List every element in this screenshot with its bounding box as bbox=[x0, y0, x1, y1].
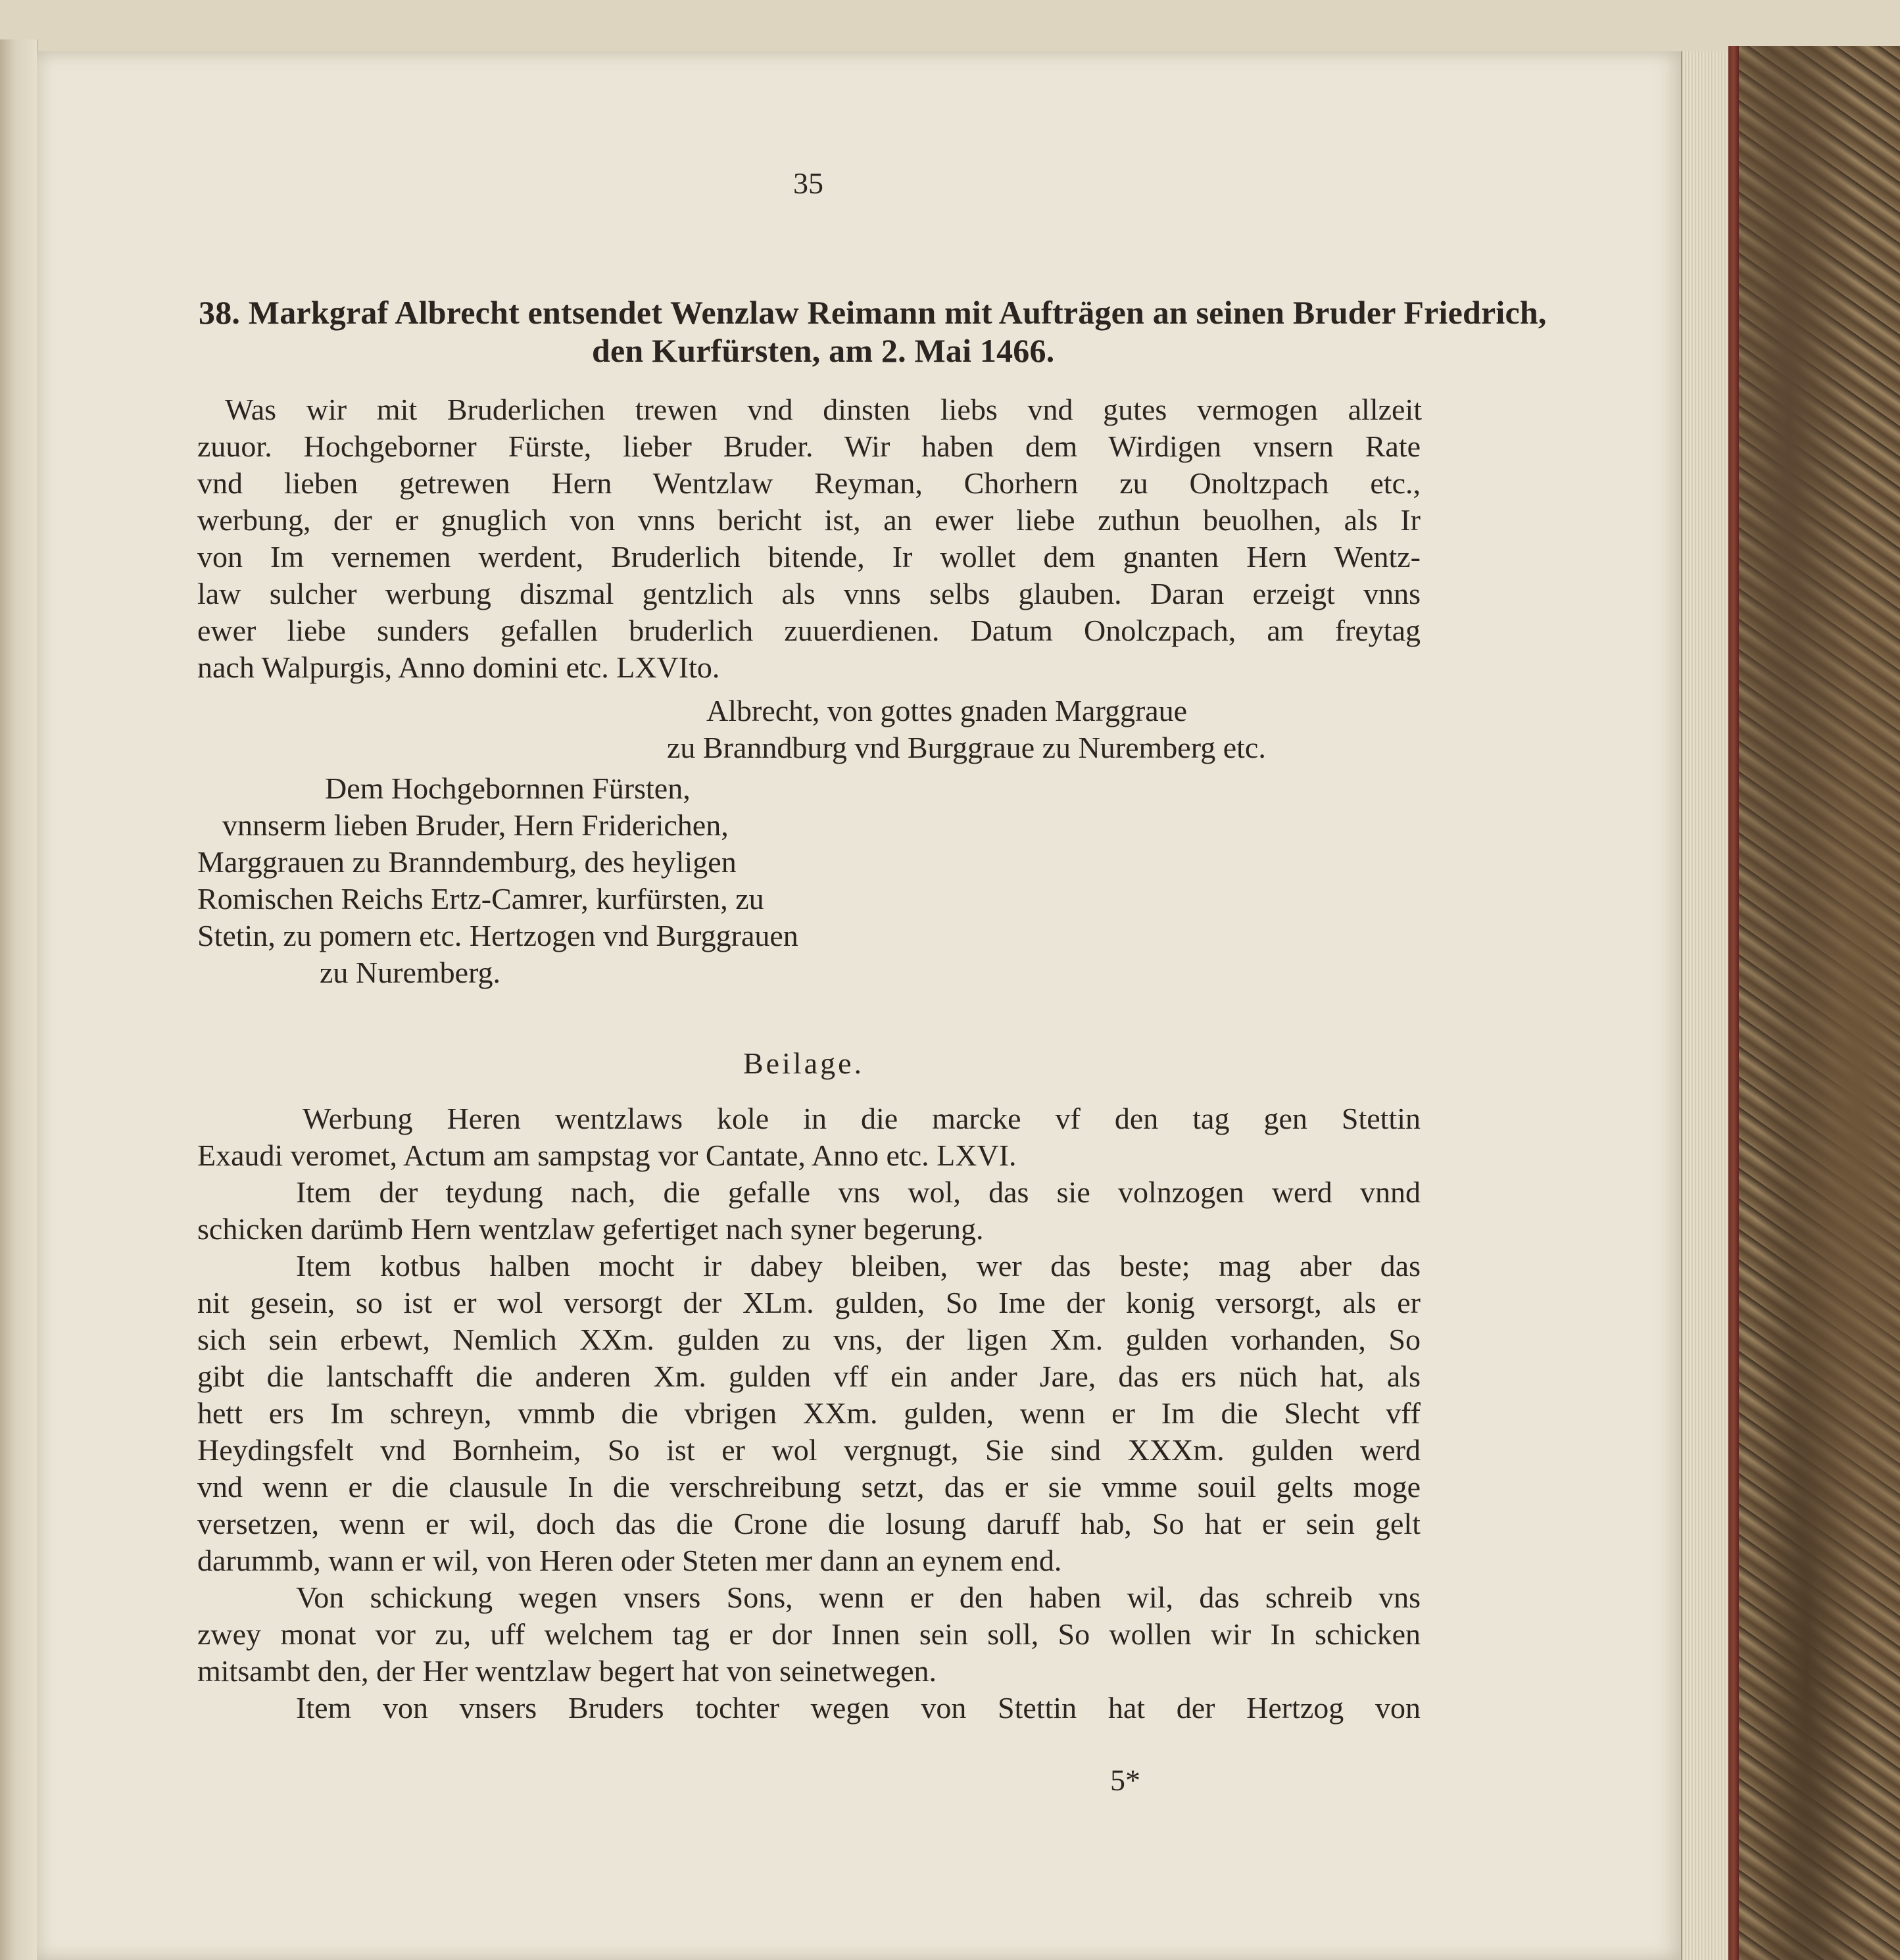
letter-line: werbung, der er gnuglich von vnns bericht ist, an ewer liebe zuthun beuolhen, als Ir bbox=[197, 503, 1421, 537]
beilage-line: mitsambt den, der Her wentzlaw begert hat von seinetwegen. bbox=[197, 1654, 937, 1688]
beilage-line: vnd wenn er die clausule In die verschreibung setzt, das er sie vmme souil gelts moge bbox=[197, 1470, 1421, 1504]
letter-line: Was wir mit Bruderlichen trewen vnd dinsten liebs vnd gutes vermogen allzeit bbox=[225, 393, 1422, 426]
marbled-cover bbox=[1728, 46, 1900, 1960]
beilage-line: gibt die lantschafft die anderen Xm. gulden vff ein ander Jare, das ers nüch hat, als bbox=[197, 1360, 1421, 1393]
address-line: Marggrauen zu Branndemburg, des heyligen bbox=[197, 845, 737, 879]
beilage-line: Heydingsfelt vnd Bornheim, So ist er wol vergnugt, Sie sind XXXm. gulden werd bbox=[197, 1433, 1421, 1467]
beilage-line: Werbung Heren wentzlaws kole in die marcke vf den tag gen Stettin bbox=[303, 1102, 1421, 1135]
signature-mark: 5* bbox=[1110, 1763, 1140, 1797]
cover-binding bbox=[1728, 46, 1739, 1960]
signature-line: zu Branndburg vnd Burggraue zu Nuremberg etc. bbox=[667, 731, 1266, 764]
beilage-line: Exaudi veromet, Actum am sampstag vor Cantate, Anno etc. LXVI. bbox=[197, 1139, 1017, 1172]
beilage-line: Item kotbus halben mocht ir dabey bleiben, wer das beste; mag aber das bbox=[296, 1249, 1421, 1283]
beilage-line: schicken darümb Hern wentzlaw gefertiget nach syner begerung. bbox=[197, 1212, 984, 1246]
letter-line: von Im vernemen werdent, Bruderlich bitende, Ir wollet dem gnanten Hern Wentz- bbox=[197, 540, 1421, 574]
beilage-line: Von schickung wegen vnsers Sons, wenn er den haben wil, das schreib vns bbox=[296, 1580, 1421, 1614]
address-line: Romischen Reichs Ertz-Camrer, kurfürsten, zu bbox=[197, 882, 764, 916]
letter-line: law sulcher werbung diszmal gentzlich als vnns selbs glauben. Daran erzeigt vnns bbox=[197, 577, 1421, 610]
letter-line: zuuor. Hochgeborner Fürste, lieber Bruder. Wir haben dem Wirdigen vnsern Rate bbox=[197, 429, 1421, 463]
address-line: zu Nuremberg. bbox=[320, 956, 501, 989]
address-line: Dem Hochgebornnen Fürsten, bbox=[325, 772, 691, 805]
letter-line: ewer liebe sunders gefallen bruderlich zuuerdienen. Datum Onolczpach, am freytag bbox=[197, 614, 1421, 647]
address-line: Stetin, zu pomern etc. Hertzogen vnd Burggrauen bbox=[197, 919, 798, 952]
left-page-edge bbox=[0, 39, 37, 1960]
signature-line: Albrecht, von gottes gnaden Marggraue bbox=[706, 694, 1188, 727]
beilage-line: Item von vnsers Bruders tochter wegen von Stettin hat der Hertzog von bbox=[296, 1691, 1421, 1725]
address-line: vnnserm lieben Bruder, Hern Friderichen, bbox=[222, 808, 729, 842]
document-heading-date: den Kurfürsten, am 2. Mai 1466. bbox=[592, 332, 1055, 369]
beilage-line: hett ers Im schreyn, vmmb die vbrigen XXm. gulden, wenn er Im die Slecht vff bbox=[197, 1396, 1421, 1430]
page-number: 35 bbox=[793, 166, 823, 200]
beilage-line: sich sein erbewt, Nemlich XXm. gulden zu vns, der ligen Xm. gulden vorhanden, So bbox=[197, 1323, 1421, 1356]
beilage-title: Beilage. bbox=[743, 1046, 864, 1080]
beilage-line: nit gesein, so ist er wol versorgt der XLm. gulden, So Ime der konig versorgt, als er bbox=[197, 1286, 1421, 1319]
letter-line: nach Walpurgis, Anno domini etc. LXVIto. bbox=[197, 650, 720, 684]
beilage-line: Item der teydung nach, die gefalle vns wol, das sie volnzogen werd vnnd bbox=[296, 1175, 1421, 1209]
document-heading: 38. Markgraf Albrecht entsendet Wenzlaw Reimann mit Aufträgen an seinen Bruder Friedrich, bbox=[199, 294, 1547, 331]
beilage-line: versetzen, wenn er wil, doch das die Crone die losung daruff hab, So hat er sein gelt bbox=[197, 1507, 1421, 1540]
beilage-line: darummb, wann er wil, von Heren oder Steten mer dann an eynem end. bbox=[197, 1544, 1062, 1577]
page-block-edge bbox=[1681, 51, 1730, 1960]
letter-line: vnd lieben getrewen Hern Wentzlaw Reyman, Chorhern zu Onoltzpach etc., bbox=[197, 466, 1421, 500]
beilage-line: zwey monat vor zu, uff welchem tag er dor Innen sein soll, So wollen wir In schicken bbox=[197, 1617, 1421, 1651]
